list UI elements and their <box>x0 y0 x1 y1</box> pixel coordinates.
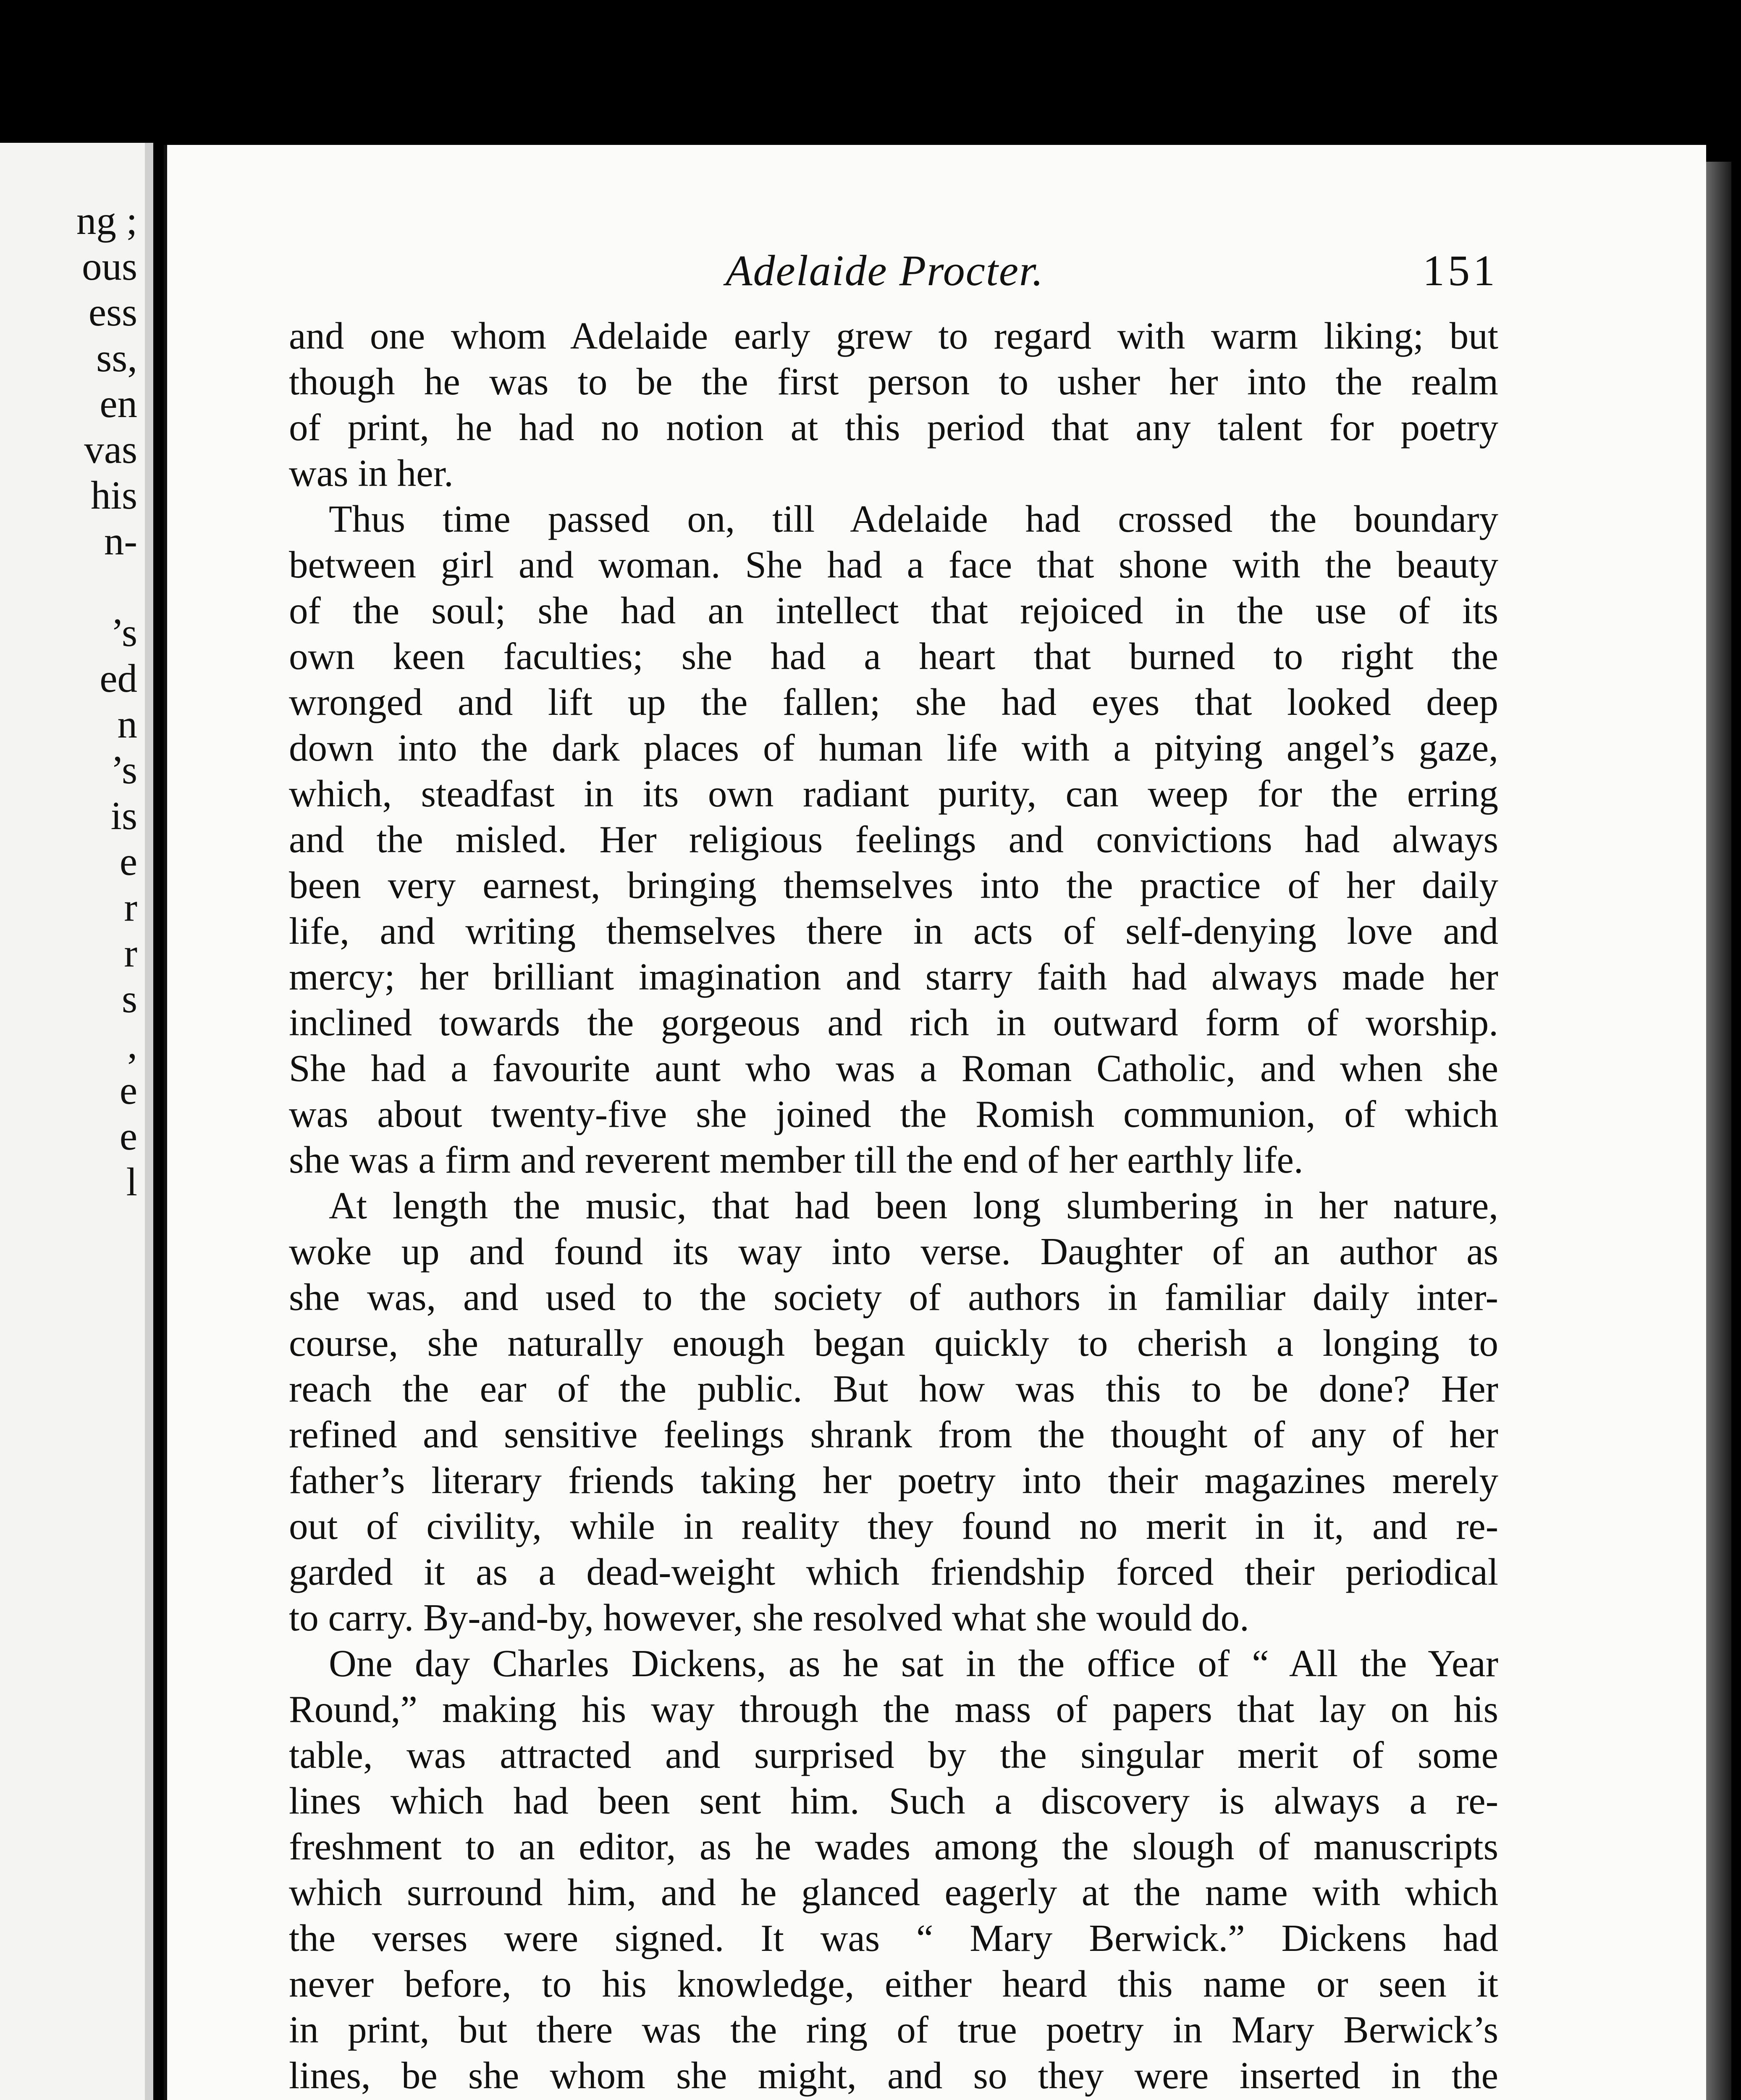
facing-page-fragment: e <box>119 1114 137 1158</box>
text-line: life, and writing themselves there in acts of self-denying love and <box>289 910 1498 952</box>
facing-page-fragment: ’s <box>110 748 137 792</box>
text-line: lines, be she whom she might, and so they were inserted in the <box>289 2054 1498 2097</box>
text-line: At length the music, that had been long slumbering in her nature, <box>329 1184 1498 1227</box>
text-line: between girl and woman. She had a face that shone with the beauty <box>289 543 1498 586</box>
text-line: father’s literary friends taking her poetry into their magazines merely <box>289 1459 1498 1502</box>
running-title: Adelaide Procter. <box>726 247 1044 295</box>
text-line: down into the dark places of human life with a pitying angel’s gaze, <box>289 727 1498 769</box>
text-line: been very earnest, bringing themselves into the practice of her daily <box>289 864 1498 906</box>
text-line: One day Charles Dickens, as he sat in the office of “ All the Year <box>329 1642 1498 1685</box>
facing-page-edge <box>0 143 153 2100</box>
text-line: was in her. <box>289 452 454 494</box>
facing-page-fragment: l <box>126 1160 137 1204</box>
text-line: freshment to an editor, as he wades among the slough of manuscripts <box>289 1825 1498 1868</box>
paragraph <box>289 496 1498 1183</box>
text-line: She had a favourite aunt who was a Roman Catholic, and when she <box>289 1047 1498 1089</box>
text-line <box>289 2098 1498 2100</box>
paragraph <box>289 313 1498 496</box>
text-line: in print, but there was the ring of true poetry in Mary Berwick’s <box>289 2008 1498 2051</box>
text-line: and the misled. Her religious feelings and convictions had always <box>289 818 1498 861</box>
book-page <box>164 145 1706 2100</box>
facing-page-fragment: is <box>110 793 137 838</box>
text-line: refined and sensitive feelings shrank from the thought of any of her <box>289 1413 1498 1456</box>
facing-page-fragment: e <box>119 1068 137 1113</box>
text-line: reach the ear of the public. But how was this to be done? Her <box>289 1368 1498 1410</box>
text-line: Round,” making his way through the mass of papers that lay on his <box>289 1688 1498 1730</box>
text-line: she was a firm and reverent member till the end of her earthly life. <box>289 1139 1303 1181</box>
facing-page-fragment: s <box>122 976 137 1021</box>
paragraph <box>289 1641 1498 2100</box>
text-line: garded it as a dead-weight which friendship forced their periodical <box>289 1551 1498 1593</box>
facing-page-fragment: ed <box>100 656 137 701</box>
text-line: inclined towards the gorgeous and rich in outward form of worship. <box>289 1001 1498 1044</box>
text-line: lines which had been sent him. Such a discovery is always a re- <box>289 1780 1498 1822</box>
facing-page-fragment: r <box>124 931 137 975</box>
facing-page-fragment: , <box>127 1022 137 1067</box>
facing-page-fragment: ous <box>82 244 137 289</box>
text-line: she was, and used to the society of authors in familiar daily inter- <box>289 1276 1498 1318</box>
text-line: which, steadfast in its own radiant purity, can weep for the erring <box>289 772 1498 815</box>
page-number: 151 <box>1423 247 1498 295</box>
text-line: to carry. By-and-by, however, she resolved what she would do. <box>289 1596 1249 1639</box>
text-line: mercy; her brilliant imagination and starry faith had always made her <box>289 956 1498 998</box>
text-line: Thus time passed on, till Adelaide had crossed the boundary <box>329 498 1498 540</box>
facing-page-fragment: en <box>100 381 137 426</box>
text-line: wronged and lift up the fallen; she had eyes that looked deep <box>289 681 1498 723</box>
facing-page-fragment: his <box>91 473 137 517</box>
facing-page-fragment: n <box>117 702 137 746</box>
text-line: of print, he had no notion at this period that any talent for poetry <box>289 406 1498 449</box>
text-line: out of civility, while in reality they found no merit in it, and re- <box>289 1505 1498 1547</box>
facing-page-fragment: n- <box>104 519 137 563</box>
facing-page-fragment: ’s <box>110 610 137 655</box>
text-line: woke up and found its way into verse. Daughter of an author as <box>289 1230 1498 1273</box>
facing-page-fragment: ng ; <box>76 198 137 243</box>
text-line: though he was to be the first person to usher her into the realm <box>289 360 1498 403</box>
text-line: own keen faculties; she had a heart that burned to right the <box>289 635 1498 677</box>
facing-page-fragment: vas <box>84 427 137 472</box>
body-text <box>289 313 1498 2100</box>
text-line: and one whom Adelaide early grew to regard with warm liking; but <box>289 315 1498 357</box>
facing-page-fragment: ss, <box>96 336 137 380</box>
text-line: of the soul; she had an intellect that rejoiced in the use of its <box>289 589 1498 632</box>
book-gutter <box>153 143 164 2100</box>
paragraph <box>289 1183 1498 1641</box>
facing-page-fragment: e <box>119 839 137 884</box>
text-line: the verses were signed. It was “ Mary Berwick.” Dickens had <box>289 1917 1498 1959</box>
text-line: never before, to his knowledge, either heard this name or seen it <box>289 1963 1498 2005</box>
page-header <box>167 246 1706 300</box>
text-line: course, she naturally enough began quickly to cherish a longing to <box>289 1322 1498 1364</box>
facing-page-fragment: ess <box>88 290 137 334</box>
facing-page-fragment: r <box>124 885 137 929</box>
text-line: table, was attracted and surprised by the singular merit of some <box>289 1734 1498 1776</box>
text-line: which surround him, and he glanced eagerly at the name with which <box>289 1871 1498 1914</box>
text-line: was about twenty-five she joined the Romish communion, of which <box>289 1093 1498 1135</box>
